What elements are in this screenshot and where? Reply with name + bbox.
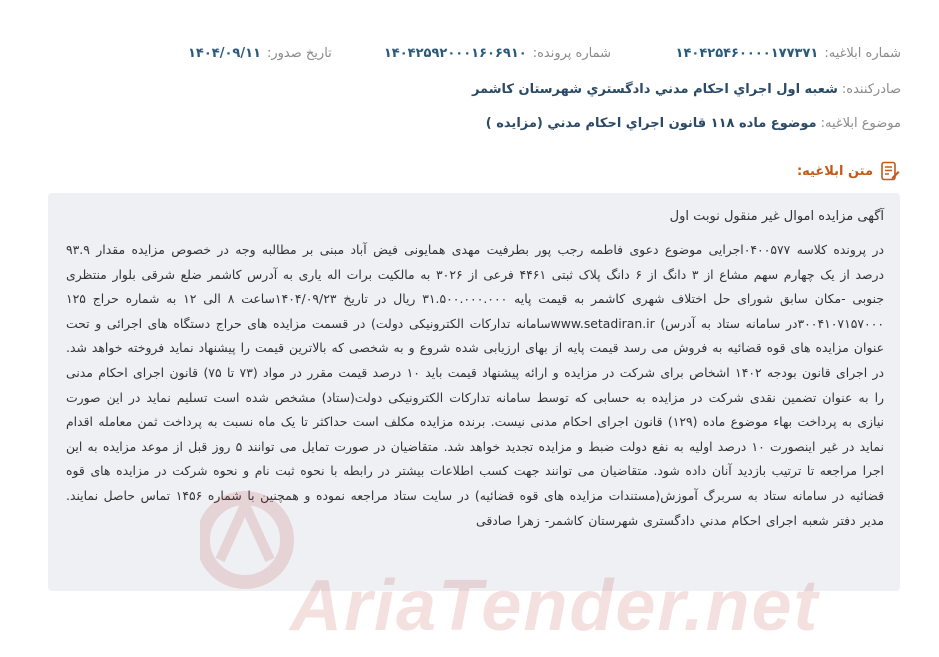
- issue-date-value: ۱۴۰۴/۰۹/۱۱: [188, 46, 261, 61]
- document-edit-icon: [879, 160, 901, 182]
- case-number-value: ۱۴۰۴۲۵۹۲۰۰۰۱۶۰۶۹۱۰: [383, 46, 527, 61]
- notice-number: [676, 46, 901, 61]
- subject-line: [486, 116, 901, 131]
- notice-heading: آگهی مزایده اموال غیر منقول نوبت اول: [669, 209, 884, 224]
- notice-meta-row: [150, 46, 901, 66]
- issuer-value: شعبه اول اجراي احكام مدني دادگستري شهرستان كاشمر: [471, 82, 838, 97]
- issue-date-label: تاریخ صدور:: [266, 46, 332, 61]
- case-number-label: شماره پرونده:: [532, 46, 611, 61]
- notice-body: در پرونده کلاسه ۰۴۰۰۵۷۷اجرایی موضوع دعوی فاطمه رجب پور بطرفیت مهدی همایونی فیض آباد مبنی بر مطالبه وجه در خصوص مزایده مقدار ۹۳.۹ درصد از یک چهارم سهم مشاع از ۳ دانگ از ۶ دانگ پلاک ثبتی ۴۴۶۱ فرعی از ۳۰۲۶ به مالکیت برات اله یاری به آدرس کاشمر ضلع شرقی بلوار منتظری جنوبی -مکان سابق شورای حل اختلاف شهری کاشمر به قیمت پایه ۳۱.۵۰۰.۰۰۰.۰۰۰ ریال در تاریخ ۱۴۰۴/۰۹/۲۳ساعت ۸ الی ۱۲ به شماره حراج ۱۲۵ ۳۰۰۴۱۰۷۱۵۷۰۰۰در سامانه ستاد به آدرس) www.setadiran.irسامانه تدارکات الکترونیکی دولت) در قسمت مزایده های حراج دستگاه های اجرائی و تحت عنوان مزایده های قوه قضائیه به فروش می رسد قیمت پایه از بهای ارزیابی شده شروع و به شخصی که بالاترین قیمت را پیشنهاد نماید فروخته خواهد شد. در اجرای قانون بودجه ۱۴۰۲ اشخاص برای شرکت در مزایده و ارائه پیشنهاد قیمت باید ۱۰ درصد قیمت مقرر در مواد (۷۳ تا ۷۵) قانون اجرای احکام مدنی را به عنوان تضمین نقدی شرکت در مزایده به حسابی که توسط سامانه تدارکات الکترونیکی دولت(ستاد) مشخص شده است تسلیم نماید در این صورت نیازی به پرداخت بهاء موضوع ماده (۱۲۹) قانون اجرای احکام مدنی نیست. برنده مزایده مکلف است حداکثر تا یک ماه نسبت به پرداخت ثمن معامله اقدام نماید در غیر اینصورت ۱۰ درصد اولیه به نفع دولت ضبط و مزایده تجدید خواهد شد. متقاضیان در صورت تمایل می توانند ۵ روز قبل از موعد مزایده به این اجرا مراجعه تا ترتیب بازدید آنان داده شود. متقاضیان می توانند جهت کسب اطلاعات بیشتر در رابطه با نحوه ثبت نام و نحوه شرکت در مزایده های قوه قضائیه در سامانه ستاد به سربرگ آموزش(مستندات مزایده های قوه قضائیه) در سایت ستاد مراجعه نموده و همچنین با شماره ۱۴۵۶ تماس حاصل نمایند. مدیر دفتر شعبه اجرای احکام مدني دادگستری شهرستان کاشمر- زهرا صادقی: [66, 242, 885, 528]
- issuer-label: صادرکننده:: [841, 82, 901, 97]
- notice-number-value: ۱۴۰۴۲۵۴۶۰۰۰۰۱۷۷۳۷۱: [675, 46, 819, 61]
- subject-value: موضوع ماده ۱۱۸ قانون اجراي احكام مدني (مزايده ): [485, 116, 817, 131]
- subject-label: موضوع ابلاغیه:: [820, 116, 901, 131]
- section-title-text: متن ابلاغیه:: [796, 163, 873, 179]
- watermark-text: AriaTender.net: [290, 566, 820, 646]
- case-number: [384, 46, 611, 61]
- notice-text-box: [48, 193, 900, 591]
- issue-date: [188, 46, 332, 61]
- issuer-line: [472, 82, 901, 97]
- notice-number-label: شماره ابلاغیه:: [824, 46, 901, 61]
- notice-text-title: [797, 160, 901, 182]
